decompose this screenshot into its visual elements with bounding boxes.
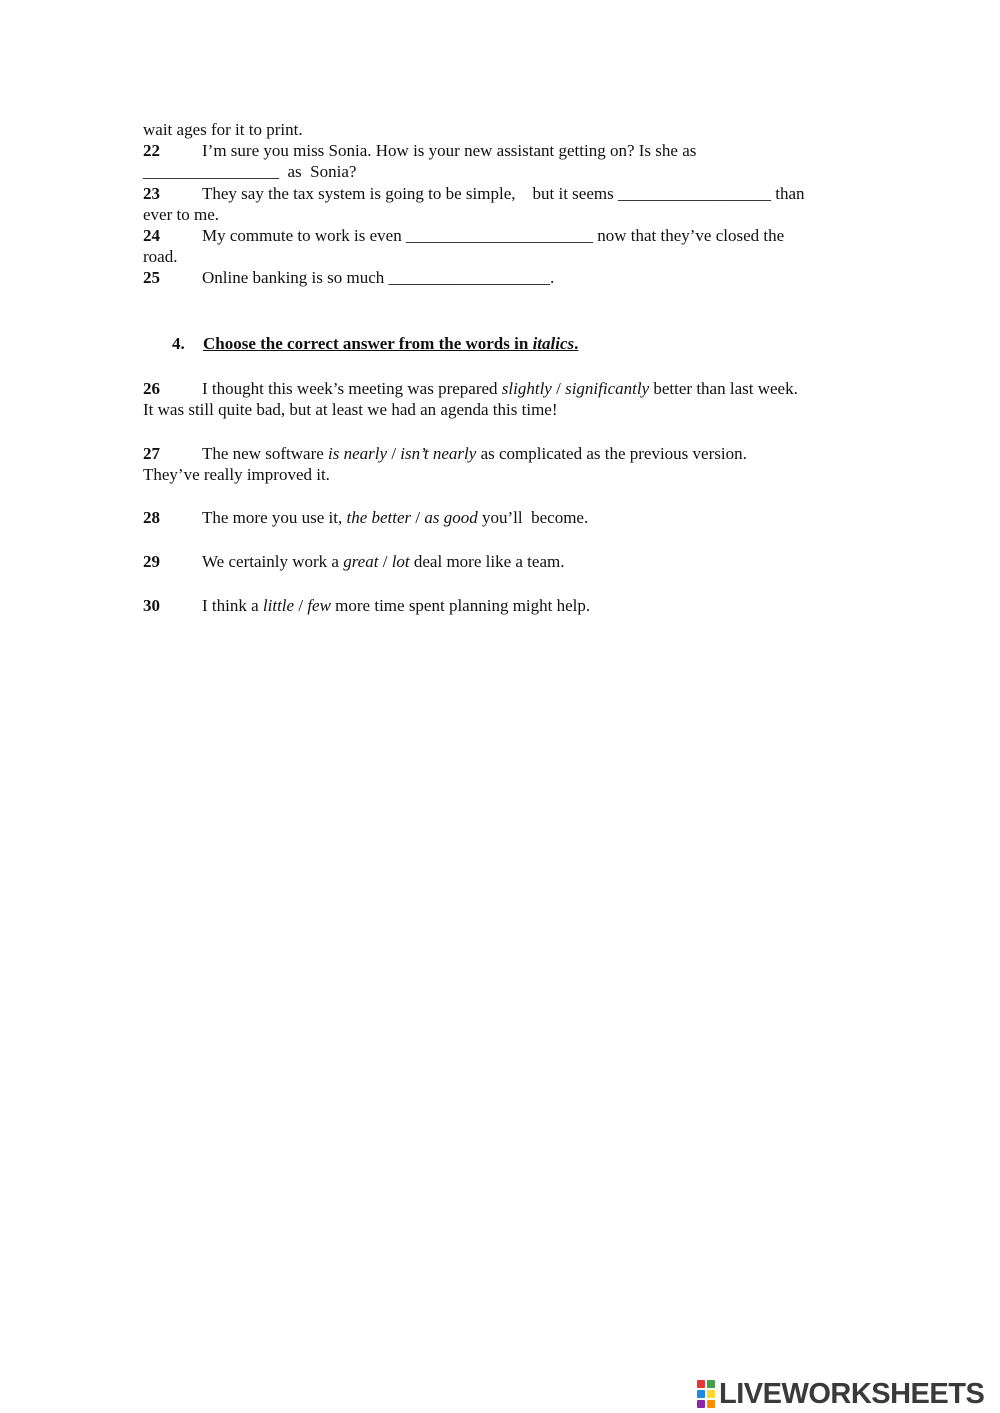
- option-1[interactable]: slightly: [501, 379, 552, 398]
- question-text: I’m sure you miss Sonia. How is your new assistant getting on? Is she as: [202, 141, 697, 160]
- question-number: 24: [143, 226, 160, 245]
- option-separator: /: [411, 508, 425, 527]
- question-number: 29: [143, 552, 160, 571]
- option-2[interactable]: lot: [391, 552, 410, 571]
- option-2[interactable]: significantly: [565, 379, 650, 398]
- question-text: My commute to work is even ______________________ now that they’ve closed the: [202, 226, 785, 245]
- question-number: 22: [143, 141, 160, 160]
- question-23-line2: ever to me.: [143, 205, 219, 224]
- option-2[interactable]: as good: [424, 508, 478, 527]
- question-22: [143, 140, 696, 161]
- section-title-italic: italics: [532, 334, 575, 353]
- question-pre: We certainly work a: [202, 552, 344, 571]
- option-1[interactable]: is nearly: [328, 444, 388, 463]
- question-pre: I thought this week’s meeting was prepared: [202, 379, 502, 398]
- question-27: [143, 443, 747, 464]
- option-1[interactable]: great: [343, 552, 379, 571]
- question-post: more time spent planning might help.: [330, 596, 591, 615]
- logo-tile: [707, 1400, 715, 1408]
- logo-mark-icon: [697, 1380, 715, 1408]
- option-separator: /: [378, 552, 392, 571]
- question-post: deal more like a team.: [409, 552, 565, 571]
- question-23: [143, 183, 805, 204]
- question-24: [143, 225, 784, 246]
- option-separator: /: [551, 379, 566, 398]
- section-title: [203, 334, 578, 353]
- option-1[interactable]: little: [262, 596, 295, 615]
- logo-text: LIVEWORKSHEETS: [719, 1377, 985, 1410]
- question-number: 23: [143, 184, 160, 203]
- option-separator: /: [387, 444, 401, 463]
- section-title-suffix: .: [574, 334, 579, 353]
- logo-tile: [707, 1380, 715, 1388]
- question-number: 28: [143, 508, 160, 527]
- question-pre: I think a: [202, 596, 263, 615]
- logo-tile: [697, 1390, 705, 1398]
- question-post: you’ll become.: [477, 508, 589, 527]
- continuation-text: wait ages for it to print.: [143, 120, 303, 139]
- question-text: They say the tax system is going to be simple, but it seems __________________ than: [202, 184, 805, 203]
- question-24-line2: road.: [143, 247, 178, 266]
- question-28: [143, 507, 588, 528]
- liveworksheets-logo: [697, 1379, 984, 1409]
- section-title-prefix: Choose the correct answer from the words in: [203, 334, 533, 353]
- question-text: Online banking is so much ___________________.: [202, 268, 555, 287]
- question-pre: The more you use it,: [202, 508, 347, 527]
- question-number: 30: [143, 596, 160, 615]
- question-26-line2: It was still quite bad, but at least we had an agenda this time!: [143, 400, 558, 419]
- section-4-heading: [172, 334, 578, 354]
- logo-tile: [697, 1380, 705, 1388]
- question-26: [143, 378, 798, 399]
- question-30: [143, 595, 590, 616]
- question-pre: The new software: [202, 444, 329, 463]
- question-22-line2: ________________ as Sonia?: [143, 162, 357, 181]
- question-number: 27: [143, 444, 160, 463]
- question-25: [143, 267, 554, 288]
- question-post: as complicated as the previous version.: [476, 444, 747, 463]
- option-2[interactable]: isn’t nearly: [400, 444, 477, 463]
- option-2[interactable]: few: [307, 596, 331, 615]
- question-number: 26: [143, 379, 160, 398]
- question-post: better than last week.: [649, 379, 798, 398]
- option-1[interactable]: the better: [346, 508, 412, 527]
- question-number: 25: [143, 268, 160, 287]
- question-27-line2: They’ve really improved it.: [143, 465, 330, 484]
- logo-tile: [707, 1390, 715, 1398]
- question-29: [143, 551, 564, 572]
- logo-tile: [697, 1400, 705, 1408]
- option-separator: /: [294, 596, 308, 615]
- section-number: 4.: [172, 334, 185, 353]
